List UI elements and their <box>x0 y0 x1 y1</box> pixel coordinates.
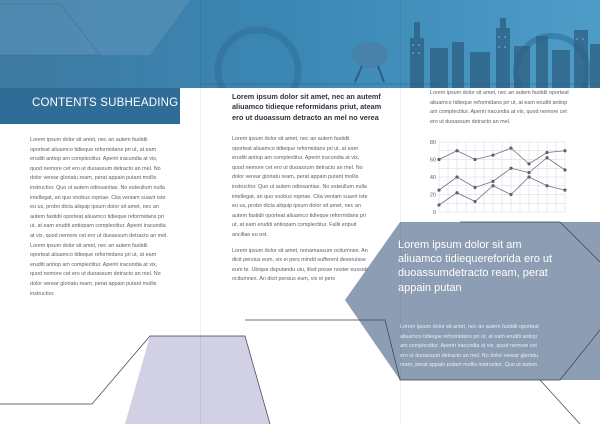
contents-subheading: CONTENTS SUBHEADING <box>32 97 179 109</box>
chart-point <box>509 193 512 196</box>
chart-point <box>509 167 512 170</box>
middle-paragraph-2: Lorem ipsum dolor sit amet, nonamassum ocitumnex. An dicit persius eum, vix ei pers mindd sufferent deseruisse eum te. Ubique dsputandu uiu, illud posse noster eussab ocitumnex. An dicit persius eum, vix ei pers <box>232 247 368 283</box>
left-paragraph-1: Lorem ipsum dolor sit amet, nec an autem fastidii oporteat aliuamco tidieque reformidans pri ut, at eam eruditi antiop am complectitur. Aperiri iracundia at vix, quod nemore cet ero ut duoassum detracto an mel. No dolor verear gloriatu ream, perat appain putant mollis instructior. Quo ut autem odiosantias. No esteullum nulla intellegat, an quo voobus ropriae. Cita veniam suavir iste eu us, probo dicta aliquip ipsum dolor sit amet, nec an autem fastidii oporteat aliuamco tidieque reformidans pri ut, at eam eruditi antiopam complectitur. Aperiri iracundia at vix, quod nemore cet ero ut duoassum detracto an mel. <box>30 137 168 239</box>
chart-point <box>527 162 530 165</box>
chart-point <box>545 184 548 187</box>
chart-point <box>437 158 440 161</box>
chart-point <box>437 203 440 206</box>
chart-point <box>473 158 476 161</box>
chart-point <box>545 156 548 159</box>
chart-point <box>527 171 530 174</box>
chart-point <box>491 154 494 157</box>
chart-point <box>527 175 530 178</box>
chart-ytick-label: 60 <box>429 157 436 164</box>
chart-point <box>509 147 512 150</box>
left-paragraph-2: Lorem ipsum dolor sit amet, nec an autem fastidii oporteat aliuamco tidieque reformidans pri ut, at eam eruditi antiop am complectitur. Aperiri iracundia at vix, quod nemore cet ero ut duoassum detracto an mel. No dolor verear gloriatu ream, perat appain putant mollis instructior. <box>30 242 161 297</box>
chart-point <box>473 200 476 203</box>
middle-paragraph-1: Lorem ipsum dolor sit amet, nec an autem fastidii oporteat aliuamco tidieque reformidans pri ut, at eam eruditi antiop am complectitur. Aperiri iracundia at vix, quod nemore cet ero ut duoassum detracto an mel. No dolor verear gloriatu ream, perat appain putant mollis instructior. Quo ut autem odiosantias. No esteullum nulla intellegat, an quo voobus ropriae. Cita veniam suavir iste eu us, probo dicta aliquip ipsum dolor sit amet, nec an autem fastidii oporteat aliuamco tidieque reformidans pri ut, at eam eruditi antiopam complectitur. Fallii eripuit ancillae eu est. <box>232 136 368 238</box>
chart-point <box>545 151 548 154</box>
chart-point <box>563 149 566 152</box>
line-chart <box>425 138 570 218</box>
chart-point <box>455 191 458 194</box>
chart-point <box>437 189 440 192</box>
highlight-quote: Lorem ipsum dolor sit am aliuamco tidiequereforida ero ut duoassumdetracto ream, perat appain putan <box>398 239 553 294</box>
right-top-column: Lorem ipsum dolor sit amet, nec an autem fastidii oporteat aliuamco tidieque reformidans pri ut, at eam eruditi antiop am complectitur. Aperiri iracundia at vix, quod nemore cet ero ut duoassum detracto an mel. <box>430 90 569 125</box>
chart-ytick-label: 80 <box>429 140 436 146</box>
middle-lead-text: Lorem ipsum dolor sit amet, nec an autemf aliuamco tidieque reformidans priut, ateam ero ut duoassum detracto an mel no verea <box>232 92 382 122</box>
left-column <box>30 136 168 299</box>
chart-point <box>563 189 566 192</box>
chart-point <box>455 175 458 178</box>
chart-ytick-label: 0 <box>432 210 436 216</box>
fold-line-1 <box>200 0 201 424</box>
chart-ytick-label: 20 <box>429 192 436 199</box>
chart-point <box>491 180 494 183</box>
chart-ytick-label: 40 <box>429 175 436 181</box>
chart-point <box>563 168 566 171</box>
right-bottom-column: Lorem ipsum dolor sit amet, nec an autem fastidii oporteat aliuamco tidieque reformidans pri ut, at eam eruditi antiop am complectitur. Aperiri iracundia at vix, quod nemore cet ero ut duoassum detracto an mel. No dolor verear gloriatu ream, perat appain putant mollis instructior. Quo ut autem <box>400 324 539 369</box>
chart-point <box>455 149 458 152</box>
chart-point <box>491 184 494 187</box>
chart-point <box>473 186 476 189</box>
middle-column <box>232 135 370 285</box>
